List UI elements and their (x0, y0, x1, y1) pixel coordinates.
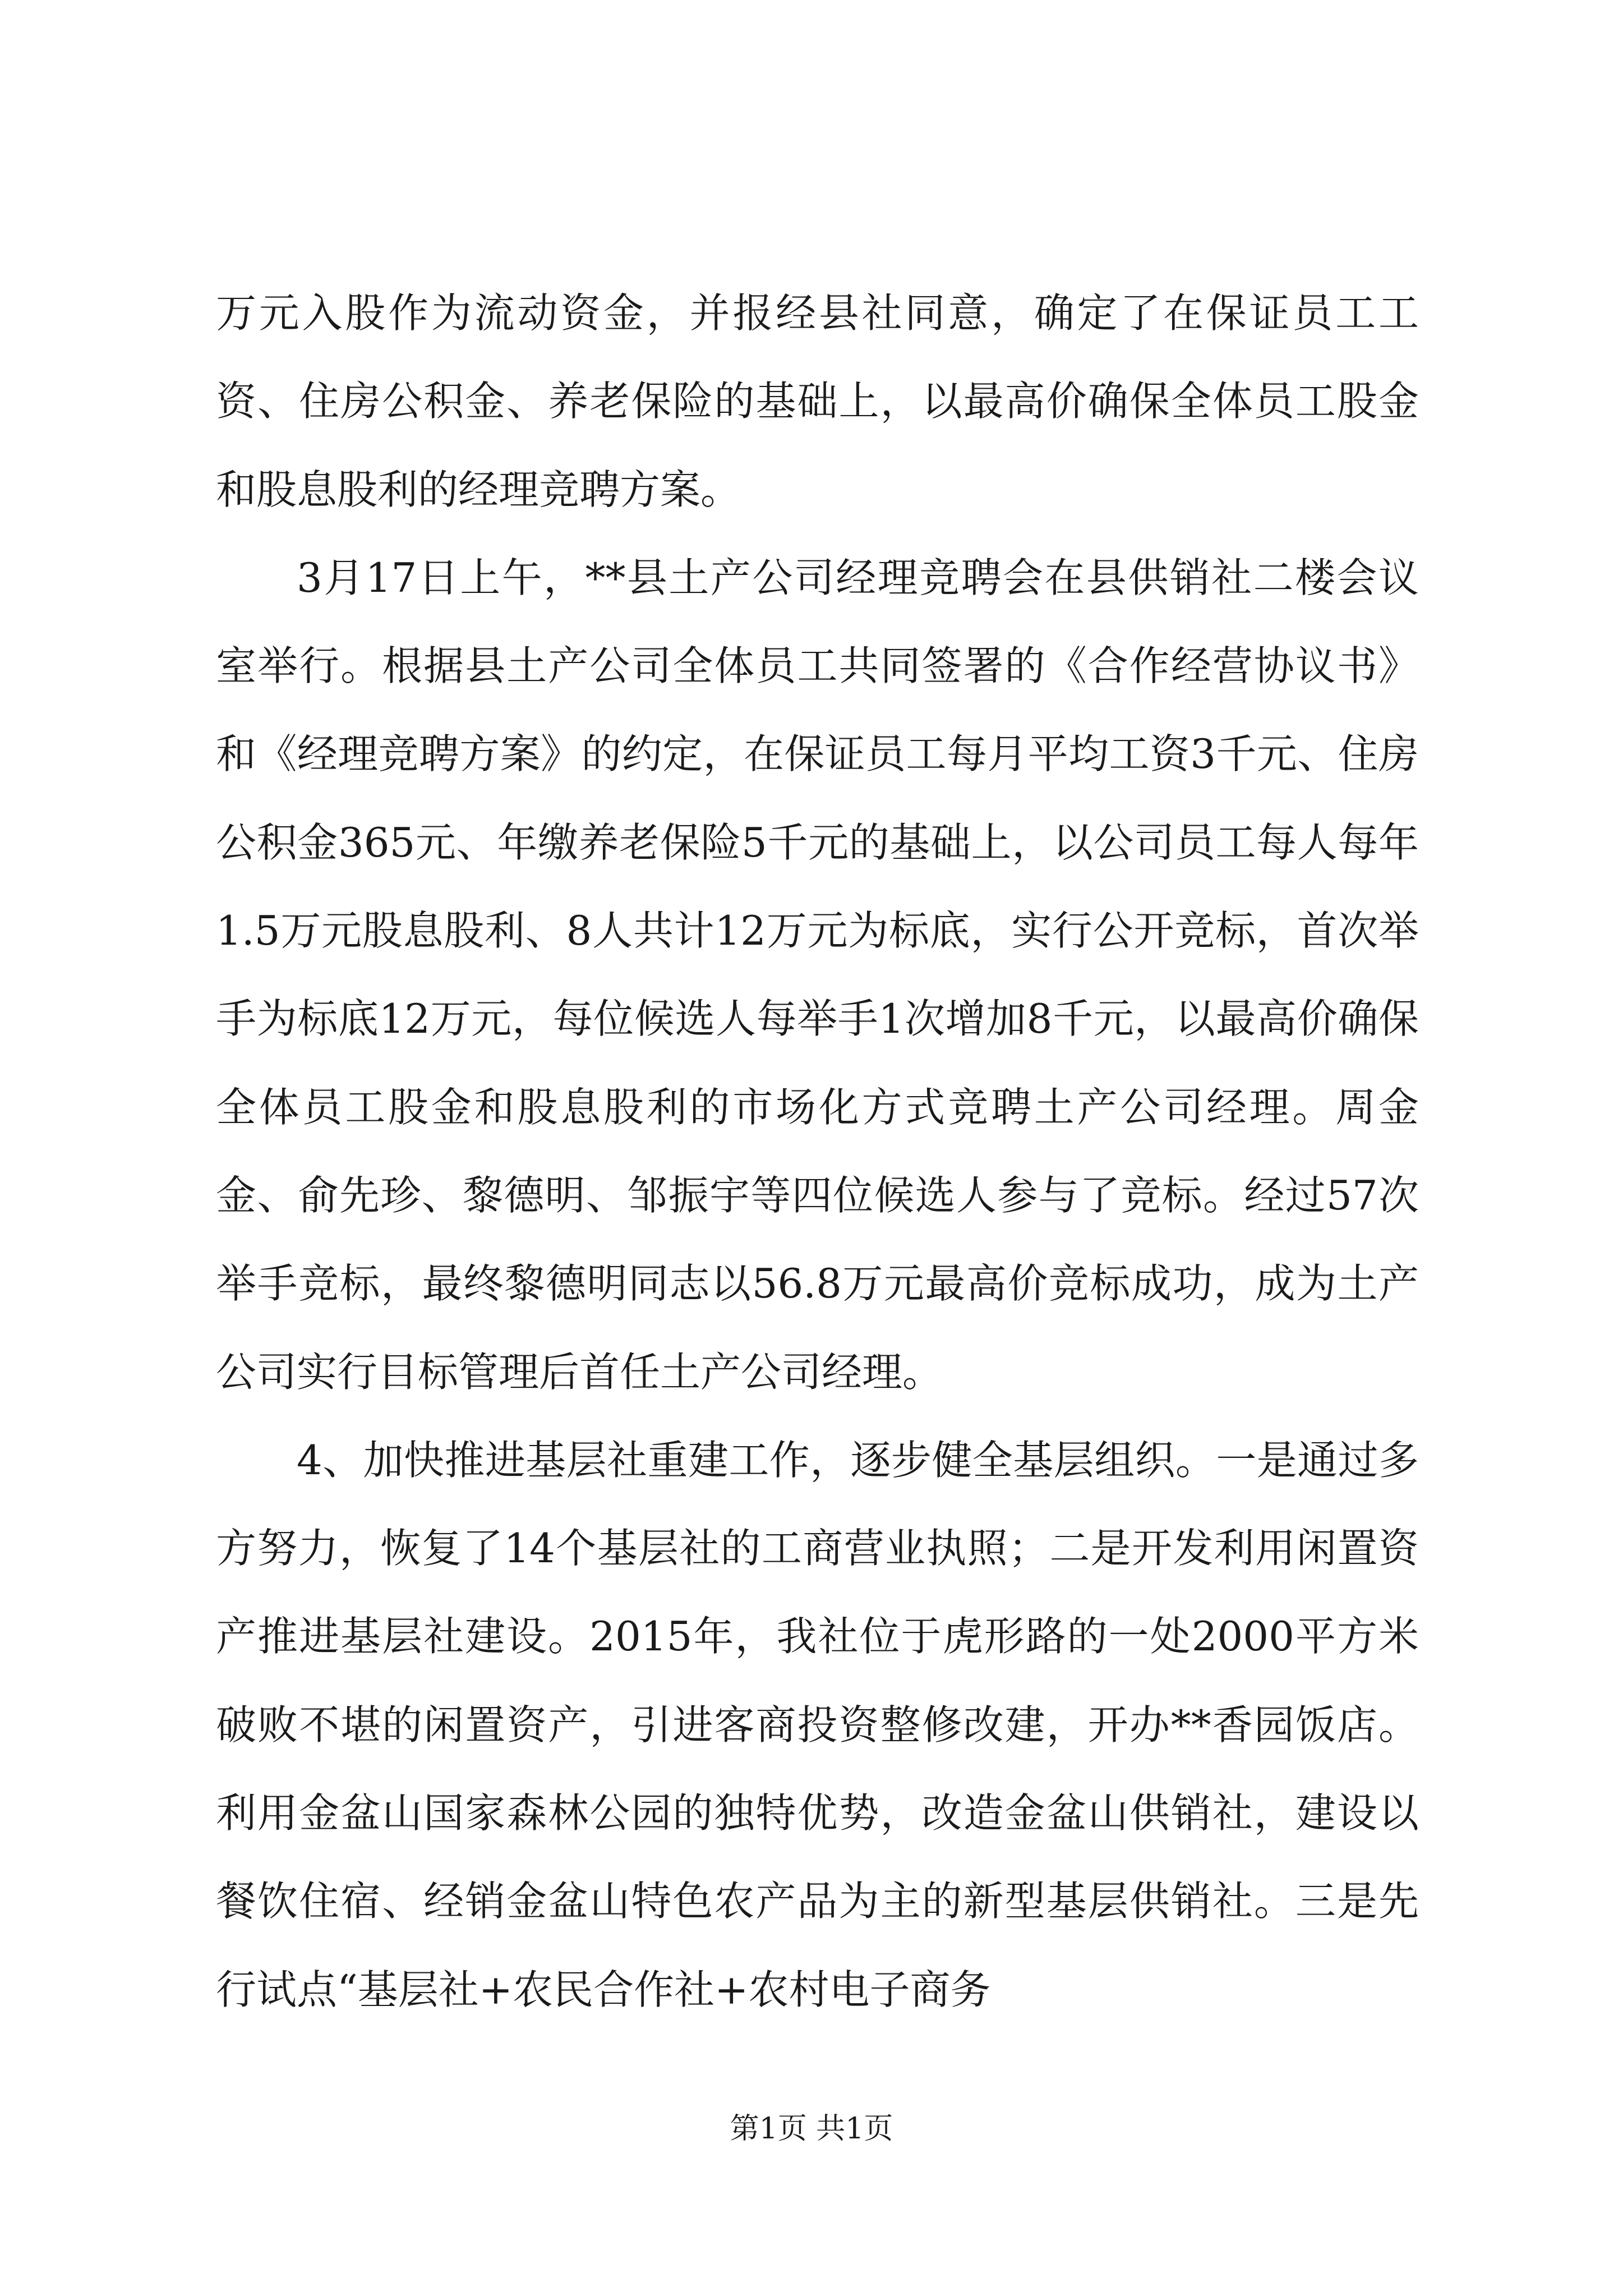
page-footer: 第1页 共1页 (730, 2112, 893, 2146)
document-body (216, 269, 1419, 2034)
paragraph-2: 3月17日上午，**县土产公司经理竞聘会在县供销社二楼会议室举行。根据县土产公司全体员工共同签署的《合作经营协议书》和《经理竞聘方案》的约定，在保证员工每月平均工资3千元、住房公积金365元、年缴养老保险5千元的基础上，以公司员工每人每年1.5万元股息股利、8人共计12万元为标底，实行公开竞标，首次举手为标底12万元，每位候选人每举手1次增加8千元，以最高价确保全体员工股金和股息股利的市场化方式竞聘土产公司经理。周金金、俞先珍、黎德明、邹振宇等四位候选人参与了竞标。经过57次举手竞标，最终黎德明同志以56.8万元最高价竞标成功，成为土产公司实行目标管理后首任土产公司经理。 (216, 554, 1419, 1396)
paragraph-1: 万元入股作为流动资金，并报经县社同意，确定了在保证员工工资、住房公积金、养老保险的基础上，以最高价确保全体员工股金和股息股利的经理竞聘方案。 (216, 289, 1419, 513)
paragraph-3: 4、加快推进基层社重建工作，逐步健全基层组织。一是通过多方努力，恢复了14个基层社的工商营业执照；二是开发利用闲置资产推进基层社建设。2015年，我社位于虎形路的一处2000平方米破败不堪的闲置资产，引进客商投资整修改建，开办**香园饭店。利用金盆山国家森林公园的独特优势，改造金盆山供销社，建设以餐饮住宿、经销金盆山特色农产品为主的新型基层供销社。三是先行试点“基层社+农民合作社+农村电子商务 (216, 1436, 1419, 2013)
